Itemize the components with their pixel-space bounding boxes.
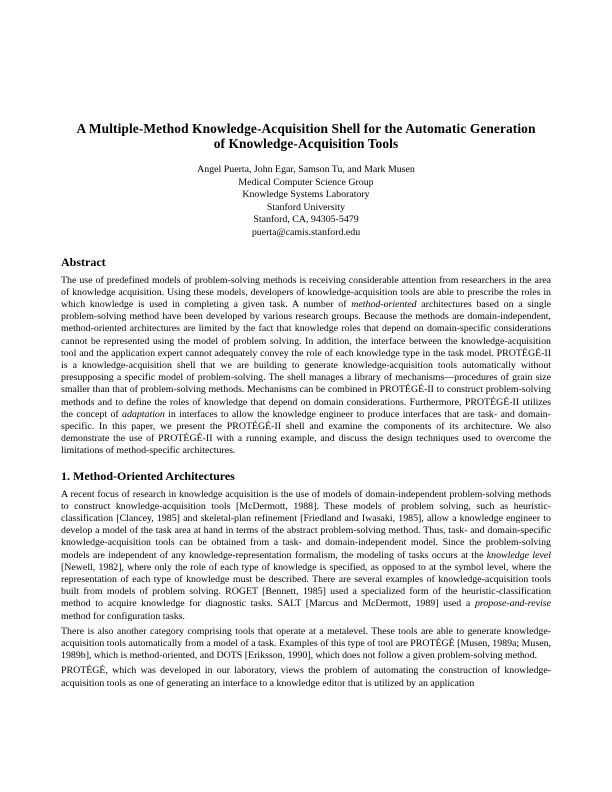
abstract-heading: Abstract: [61, 254, 106, 269]
abstract-text-segment: architectures based on a single problem-solving method have been developed by various research groups. Because the methods are domain-independent, method-oriented architectures are limited by the fact that knowledge roles that depend on domain-specific considerations cannot be represented using the model of problem solving. In addition, the interface between the knowledge-acquisition tool and the application expert cannot adequately convey the role of each knowledge type in the task model. PROTÉGÉ-II is a knowledge-acquisition shell that we are building to generate knowledge-acquisition tools automatically without presupposing a specific model of problem-solving. The shell manages a library of mechanisms—procedures of grain size smaller than that of problem-solving methods. Mechanisms can be combined in PROTÉGÉ-II to construct problem-solving methods and to define the roles of knowledge that depend on domain considerations. Furthermore, PROTÉGÉ-II utilizes the concept of: [61, 298, 551, 420]
abstract-paragraph: [61, 275, 551, 458]
paper-title-line-1: A Multiple-Method Knowledge-Acquisition Shell for the Automatic Generation: [76, 121, 536, 136]
section-1-paragraph-2: There is also another category comprising tools that operate at a metalevel. These tools are able to generate knowledge-acquisition tools automatically from a model of a task. Examples of this type of tool are PROTÉGÉ [Musen, 1989a; Musen, 1989b], which is method-oriented, and DOTS [Eriksson, 1990], which does not follow a given problem-solving method.: [61, 625, 551, 662]
paper-title-line-2: of Knowledge-Acquisition Tools: [213, 136, 399, 151]
author-address: Stanford, CA, 94305-5479: [253, 214, 359, 226]
paper-title: [61, 121, 551, 151]
section-1-italic-term: propose-and-revise: [474, 598, 551, 610]
abstract-italic-term: method-oriented: [351, 298, 417, 310]
author-names: Angel Puerta, John Egar, Samson Tu, and Mark Musen: [197, 164, 415, 175]
paper-content: [61, 121, 551, 693]
abstract-text-segment: in interfaces to allow the knowledge engineer to produce interfaces that are task- and domain-specific. In this paper, we present the PROTÉGÉ-II shell and examine the components of its architecture. We also demonstrate the use of PROTÉGÉ-II with a running example, and discuss the design techniques used to overcome the limitations of method-specific architectures.: [61, 408, 552, 457]
abstract-text-segment: The use of predefined models of problem-solving methods is receiving considerable attention from researchers in the area of knowledge acquisition. Using these models, developers of knowledge-acquisition tools are able to prescribe the roles in which knowledge is used in completing a given task. A number of: [61, 274, 551, 310]
section-1-italic-term: knowledge level: [486, 549, 551, 561]
author-affiliation-lab: Knowledge Systems Laboratory: [242, 189, 370, 201]
section-1-heading: 1. Method-Oriented Architectures: [61, 468, 235, 483]
section-1-paragraph-1: [61, 489, 551, 623]
section-1-text-segment: method for configuration tasks.: [61, 610, 185, 622]
section-1-paragraph-3: PROTÉGÉ, which was developed in our laboratory, views the problem of automating the construction of knowledge-acquisition tools as one of generating an interface to a knowledge editor that is utilized by an application: [61, 665, 551, 689]
abstract-italic-term: adaptation: [122, 408, 165, 420]
section-1-text-segment: A recent focus of research in knowledge acquisition is the use of models of domain-independent problem-solving methods to construct knowledge-acquisition tools [McDermott, 1988]. These models of problem solving, such as heuristic-classification [Clancey, 1985] and skeletal-plan refinement [Friedland and Iwasaki, 1985], allow a knowledge engineer to develop a model of the task area at hand in terms of the abstract problem-solving method. Thus, task- and domain-specific knowledge-acquisition tools can be obtained from a task- and domain-independent model. Since the problem-solving models are independent of any knowledge-representation formalism, the modeling of tasks occurs at the: [61, 488, 551, 561]
author-affiliation-university: Stanford University: [266, 201, 346, 213]
author-block: [61, 164, 551, 240]
author-email: puerta@camis.stanford.edu: [251, 226, 361, 238]
section-1-text-segment: [Newell, 1982], where only the role of each type of knowledge is specified, as opposed to at the symbol level, where the representation of each type of knowledge must be described. There are several examples of knowledge-acquisition tools built from models of problem solving. ROGET [Bennett, 1985] used a specialized form of the heuristic-classification method to acquire knowledge for diagnostic tasks. SALT [Marcus and McDermott, 1989] used a: [61, 561, 551, 610]
author-affiliation-group: Medical Computer Science Group: [238, 176, 374, 188]
